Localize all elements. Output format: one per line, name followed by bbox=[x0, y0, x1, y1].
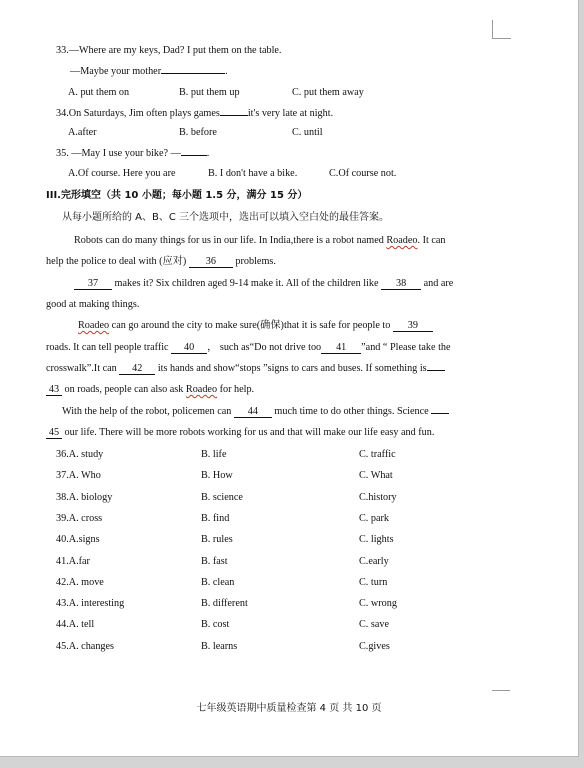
cloze-blank-37: 37 bbox=[74, 278, 112, 290]
passage-line: Roadeo can go around the city to make sure(确保)that it is safe for people to 39 bbox=[78, 319, 433, 332]
choice-41-c: C.early bbox=[359, 555, 389, 567]
option-c: C.Of course not. bbox=[329, 168, 397, 179]
answer-blank bbox=[161, 73, 225, 74]
choice-44-b: B. cost bbox=[201, 619, 230, 631]
passage-line: crosswalk”.It can 42 its hands and show“stops ”signs to cars and buses. If something is bbox=[46, 362, 445, 375]
cloze-blank-41: 41 bbox=[321, 342, 361, 354]
cloze-blank-39: 39 bbox=[393, 320, 433, 332]
passage-line: roads. It can tell people traffic 40 ， such as“Do not drive too 41 ”and “ Please take the bbox=[46, 342, 451, 353]
choice-42-c: C. turn bbox=[359, 576, 388, 588]
answer-blank bbox=[427, 370, 445, 371]
answer-blank bbox=[431, 413, 449, 414]
passage-line: 45 our life. There will be more robots working for us and that will make our life easy and fun. bbox=[46, 426, 434, 439]
choice-36-a: 36.A. study bbox=[56, 449, 104, 460]
section-heading: III.完形填空（共 10 小题；每小题 1.5 分，满分 15 分） bbox=[46, 190, 308, 201]
choice-36-c: C. traffic bbox=[359, 449, 396, 460]
option-b: B. put them up bbox=[179, 87, 240, 98]
choice-39-a: 39.A. cross bbox=[56, 512, 103, 524]
choice-39-c: C. park bbox=[359, 512, 389, 524]
cloze-blank-36: 36 bbox=[189, 256, 233, 268]
choice-37-b: B. How bbox=[201, 470, 233, 482]
proper-noun-roadeo: Roadeo bbox=[78, 320, 110, 331]
question-34: 34.On Saturdays, Jim often plays games it's very late at night. bbox=[56, 108, 334, 119]
question-33: 33.—Where are my keys, Dad? I put them on the table. bbox=[56, 45, 282, 56]
option-a: A.after bbox=[68, 127, 97, 138]
choice-40-b: B. rules bbox=[201, 534, 233, 546]
option-c: C. until bbox=[292, 127, 323, 138]
choice-45-b: B. learns bbox=[201, 640, 238, 652]
corner-crop-mark bbox=[492, 690, 510, 692]
option-b: B. I don't have a bike. bbox=[208, 168, 298, 179]
cloze-blank-38: 38 bbox=[381, 278, 421, 290]
section-instruction: 从每小题所给的 A、B、C 三个选项中，选出可以填入空白处的最佳答案。 bbox=[62, 212, 390, 223]
choice-42-b: B. clean bbox=[201, 576, 235, 588]
page-footer: 七年级英语期中质量检查第 4 页 共 10 页 bbox=[196, 703, 382, 714]
passage-line: With the help of the robot, policemen can 44 much time to do other things. Science bbox=[62, 405, 449, 418]
choice-41-a: 41.A.far bbox=[56, 555, 90, 567]
passage-line: 37 makes it? Six children aged 9-14 make it. All of the children like 38 and are bbox=[74, 277, 453, 290]
choice-37-a: 37.A. Who bbox=[56, 470, 101, 482]
proper-noun-roadeo: Roadeo bbox=[386, 235, 418, 246]
corner-crop-mark bbox=[492, 20, 511, 39]
cloze-blank-42: 42 bbox=[119, 363, 155, 375]
option-a: A. put them on bbox=[68, 87, 130, 98]
choice-42-a: 42.A. move bbox=[56, 576, 104, 588]
passage-line: help the police to deal with (应对) 36 problems. bbox=[46, 256, 276, 267]
cloze-blank-40: 40 bbox=[171, 342, 207, 354]
choice-39-b: B. find bbox=[201, 512, 230, 524]
choice-40-c: C. lights bbox=[359, 534, 394, 546]
choice-38-a: 38.A. biology bbox=[56, 491, 113, 503]
choice-38-b: B. science bbox=[201, 491, 243, 503]
cloze-blank-45: 45 bbox=[46, 427, 62, 439]
choice-45-c: C.gives bbox=[359, 640, 390, 652]
choice-36-b: B. life bbox=[201, 449, 227, 460]
answer-blank bbox=[220, 115, 248, 116]
choice-44-a: 44.A. tell bbox=[56, 619, 95, 631]
cloze-blank-43: 43 bbox=[46, 384, 62, 396]
option-c: C. put them away bbox=[292, 87, 364, 98]
option-b: B. before bbox=[179, 127, 217, 138]
passage-line: good at making things. bbox=[46, 299, 140, 310]
choice-41-b: B. fast bbox=[201, 555, 228, 567]
proper-noun-roadeo: Roadeo bbox=[185, 384, 218, 395]
question-33-reply: —Maybe your mother . bbox=[70, 66, 228, 77]
choice-40-a: 40.A.signs bbox=[56, 534, 100, 546]
option-a: A.Of course. Here you are bbox=[68, 168, 176, 179]
answer-blank bbox=[181, 155, 207, 156]
choice-45-a: 45.A. changes bbox=[56, 640, 114, 652]
choice-43-a: 43.A. interesting bbox=[56, 598, 125, 610]
choice-44-c: C. save bbox=[359, 619, 389, 631]
choice-37-c: C. What bbox=[359, 470, 393, 482]
choice-43-b: B. different bbox=[201, 598, 248, 610]
choice-43-c: C. wrong bbox=[359, 598, 397, 610]
cloze-blank-44: 44 bbox=[234, 406, 272, 418]
question-35: 35. —May I use your bike? — . bbox=[56, 148, 210, 159]
passage-line: 43 on roads, people can also ask Roadeo for help. bbox=[46, 383, 254, 396]
choice-38-c: C.history bbox=[359, 491, 397, 503]
passage-line: Robots can do many things for us in our life. In India,there is a robot named Roadeo. It can bbox=[74, 235, 446, 246]
